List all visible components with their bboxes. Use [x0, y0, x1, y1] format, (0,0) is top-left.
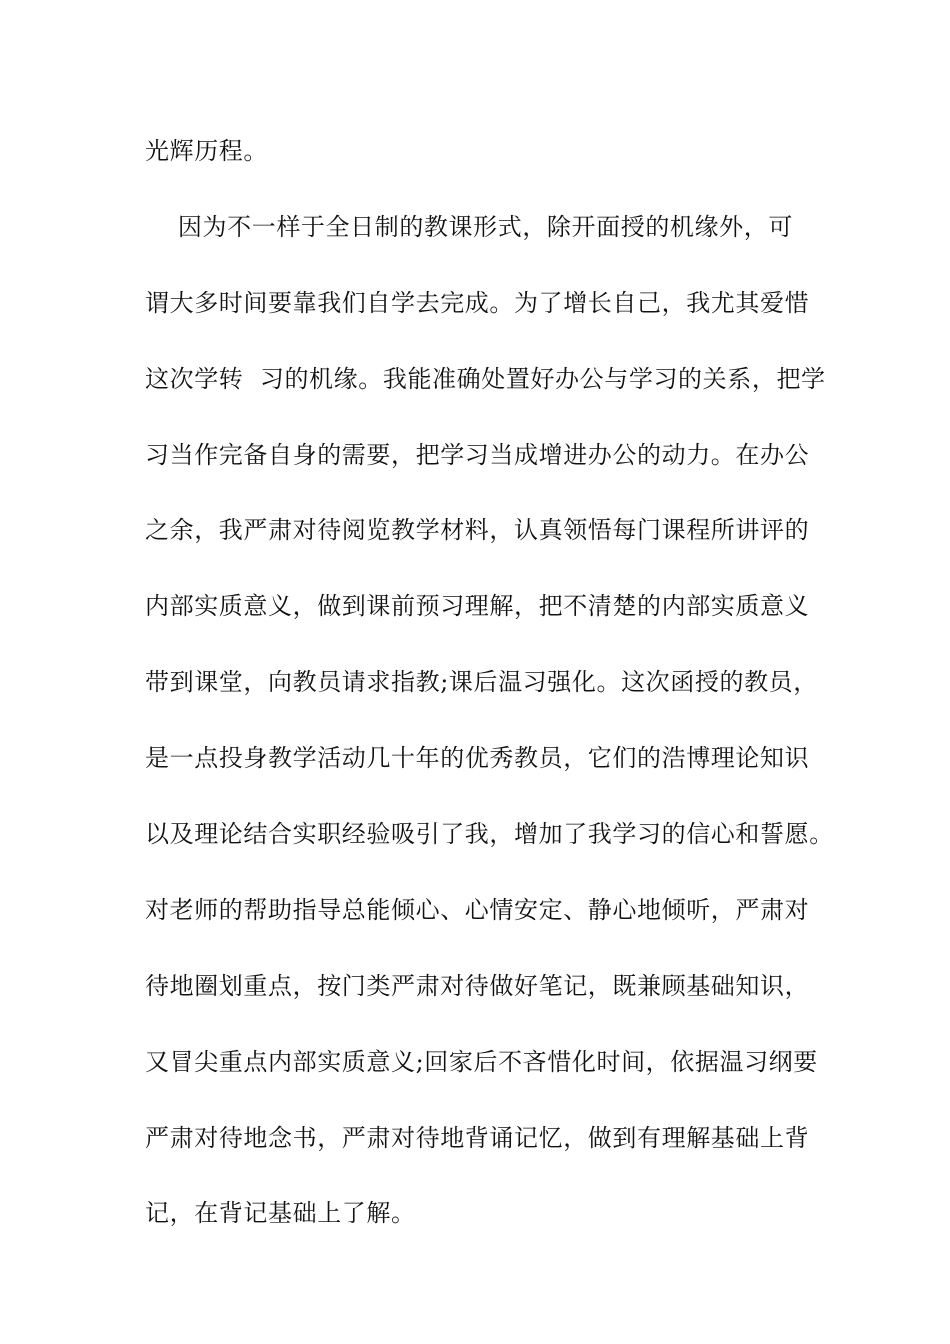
text-line: 对老师的帮助指导总能倾心、心情安定、静心地倾听，严肃对: [145, 895, 810, 924]
text-line: 是一点投身教学活动几十年的优秀教员，它们的浩博理论知识: [145, 744, 810, 773]
text-line: 记，在背记基础上了解。: [145, 1199, 416, 1228]
text-line: 待地圈划重点，按门类严肃对待做好笔记，既兼顾基础知识，: [145, 971, 810, 1000]
text-line: 内部实质意义，做到课前预习理解，把不清楚的内部实质意义: [145, 592, 810, 621]
text-line: 谓大多时间要靠我们自学去完成。为了增长自己，我尤其爱惜: [145, 288, 810, 317]
text-line: 以及理论结合实职经验吸引了我，增加了我学习的信心和誓愿。: [145, 820, 834, 849]
text-line: 因为不一样于全日制的教课形式，除开面授的机缘外，可: [145, 212, 793, 241]
text-line: 这次学转 习的机缘。我能准确处置好办公与学习的关系，把学: [145, 364, 826, 393]
body-text: [145, 126, 834, 1264]
text-line: 之余，我严肃对待阅览教学材料，认真领悟每门课程所讲评的: [145, 516, 810, 545]
text-line: 带到课堂，向教员请求指教;课后温习强化。这次函授的教员，: [145, 668, 818, 697]
text-line: 光辉历程。: [145, 137, 268, 165]
text-line: 又冒尖重点内部实质意义;回家后不吝惜化时间，依据温习纲要: [145, 1047, 818, 1076]
text-line: 严肃对待地念书，严肃对待地背诵记忆，做到有理解基础上背: [145, 1123, 810, 1152]
text-line: 习当作完备自身的需要，把学习当成增进办公的动力。在办公: [145, 440, 810, 469]
